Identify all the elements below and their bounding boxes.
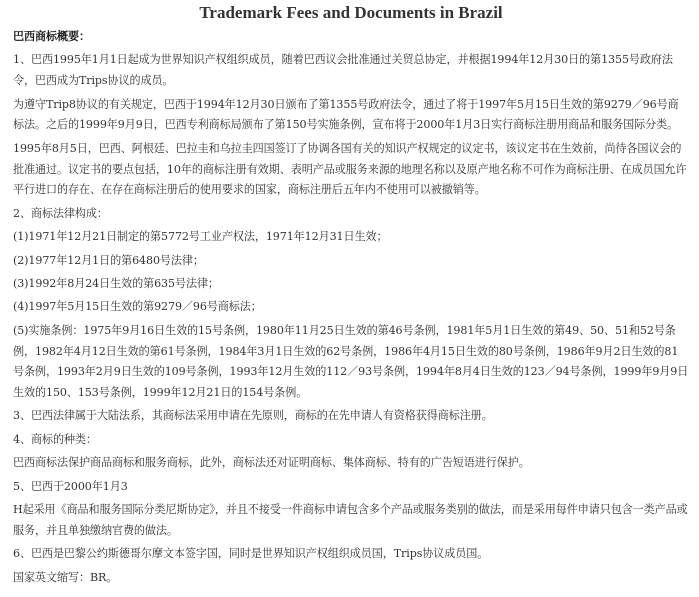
law-item-3: (3)1992年8月24日生效的第635号法律； [13, 276, 219, 290]
country-abbreviation: 国家英文缩写：BR。 [13, 570, 118, 584]
section-4-heading: 4、商标的种类： [13, 432, 97, 446]
article-body [13, 27, 689, 588]
section-1-membership: 1、巴西1995年1月1日起成为世界知识产权组织成员，随着巴西议会批准通过关贸总协定，并根据1994年12月30日的第1355号政府法令，巴西成为Trips协议的成员。 [13, 53, 673, 88]
section-1-trips-compliance: 为遵守Trip8协议的有关规定，巴西于1994年12月30日颁布了第1355号政府法令，通过了将于1997年5月15日生效的第9279／96号商标法。之后的1999年9月9日，巴西专利商标局颁布了第150号实施条例，宣布将于2000年1月3日实行商标注册用商品和服务国际分类。 [13, 97, 679, 132]
law-item-4: (4)1997年5月15日生效的第9279／96号商标法； [13, 300, 262, 314]
section-6-treaties: 6、巴西是巴黎公约斯德哥尔摩文本签字国，同时是世界知识产权组织成员国，Trips协议成员国。 [13, 547, 489, 561]
section-5-nice-classification: H起采用《商品和服务国际分类尼斯协定》，并且不接受一件商标申请包含多个产品或服务类别的做法，而是采用每件申请只包含一类产品或服务，并且单独缴纳官费的做法。 [13, 503, 688, 537]
section-1-mercosur-protocol: 1995年8月5日，巴西、阿根廷、巴拉圭和乌拉圭四国签订了协调各国有关的知识产权规定的议定书，该议定书在生效前，尚待各国议会的批准通过。议定书的要点包括，10年的商标注册有效期、表明产品或服务来源的地理名称以及原产地名称不可作为商标注册、在成员国允许平行进口的存在、在存在商标注册后的使用要求的国家，商标注册后五年内不使用可以被撤销等。 [13, 141, 687, 197]
law-item-2: (2)1977年12月1日的第6480号法律； [13, 253, 204, 267]
law-item-1: (1)1971年12月21日制定的第5772号工业产权法，1971年12月31日生效； [13, 230, 388, 244]
law-item-5-regulations: (5)实施条例：1975年9月16日生效的15号条例，1980年11月25日生效的第46号条例，1981年5月1日生效的第49、50、51和52号条例，1982年4月12日生效的第61号条例，1984年3月1日生效的62号条例，1986年4月15日生效的80号条例，1986年9月2日生效的81号条例，1993年2月9日生效的109号条例，1993年12月生效的112／93号条例，1994年8月4日生效的123／94号条例，1999年9月9日生效的150、153号条例，1999年12月21日的154号条例。 [13, 323, 689, 400]
section-2-heading: 2、商标法律构成： [13, 206, 108, 220]
section-5-heading: 5、巴西于2000年1月3 [13, 479, 128, 493]
section-3-civil-law: 3、巴西法律属于大陆法系，其商标法采用申请在先原则，商标的在先申请人有资格获得商标注册。 [13, 409, 493, 423]
section-4-mark-types: 巴西商标法保护商品商标和服务商标，此外，商标法还对证明商标、集体商标、特有的广告短语进行保护。 [13, 456, 530, 470]
page-title: Trademark Fees and Documents in Brazil [199, 3, 503, 22]
summary-heading: 巴西商标概要： [13, 30, 90, 43]
